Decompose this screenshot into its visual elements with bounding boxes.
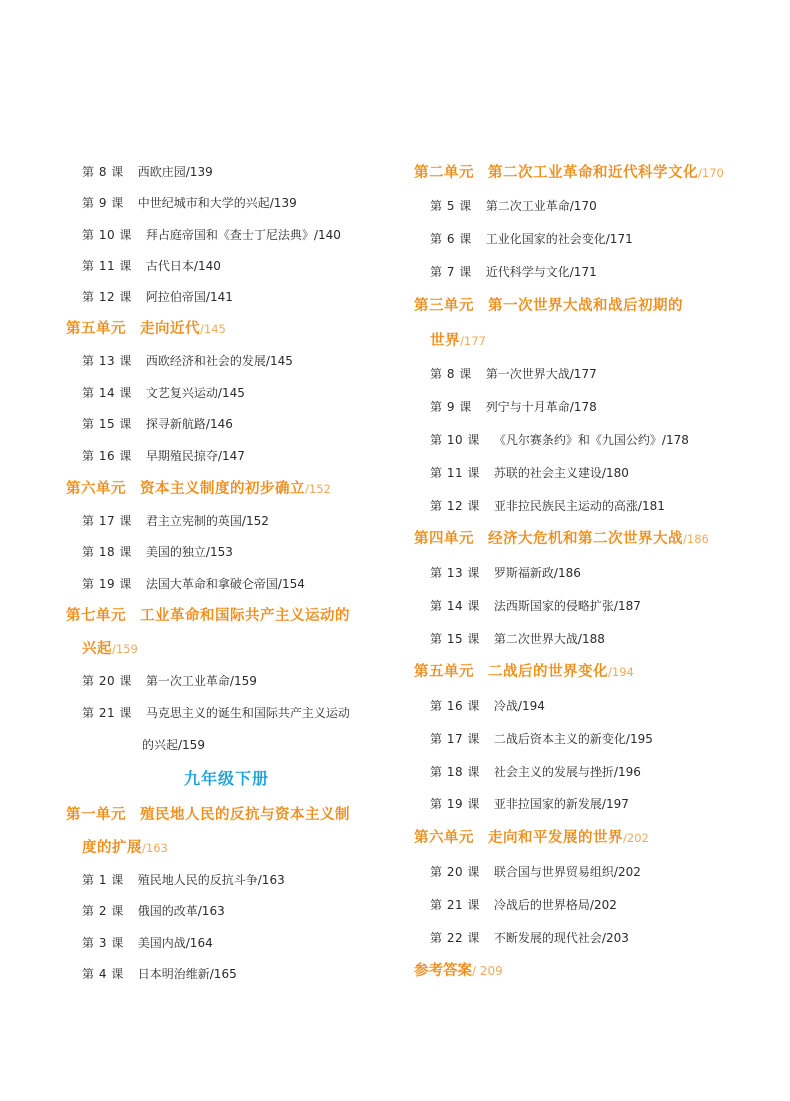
lesson-number: 第 13 课	[82, 354, 132, 368]
lesson-title: 俄国的改革/163	[137, 904, 225, 918]
lesson-title: 苏联的社会主义建设/180	[493, 466, 629, 480]
lesson-number: 第 10 课	[430, 433, 480, 447]
lesson-title: 美国的独立/153	[145, 545, 233, 559]
unit-page: /163	[142, 841, 168, 855]
toc-unit-heading[interactable]	[414, 163, 724, 183]
toc-unit-heading[interactable]	[66, 479, 331, 499]
toc-lesson[interactable]	[82, 289, 233, 305]
answers-page: / 209	[472, 964, 503, 978]
lesson-title: 中世纪城市和大学的兴起/139	[137, 196, 297, 210]
lesson-title-continued: 的兴起/159	[142, 738, 205, 752]
lesson-title: 第二次工业革命/170	[485, 199, 597, 213]
lesson-number: 第 16 课	[430, 699, 480, 713]
toc-lesson[interactable]	[430, 598, 641, 614]
lesson-number: 第 21 课	[82, 706, 132, 720]
unit-page: /177	[460, 334, 486, 348]
toc-lesson[interactable]	[430, 498, 665, 514]
unit-number: 第四单元	[414, 531, 474, 547]
grade-heading: 九年级下册	[184, 769, 270, 788]
lesson-number: 第 15 课	[82, 417, 132, 431]
toc-unit-heading-continued[interactable]	[430, 331, 486, 351]
toc-lesson[interactable]	[82, 385, 245, 401]
toc-lesson[interactable]	[82, 164, 213, 180]
unit-number: 第一单元	[66, 807, 126, 823]
lesson-title: 日本明治维新/165	[137, 967, 237, 981]
unit-page: /145	[200, 322, 226, 336]
lesson-title: 君主立宪制的英国/152	[145, 514, 269, 528]
unit-title: 走向近代	[140, 321, 200, 337]
lesson-number: 第 20 课	[430, 865, 480, 879]
unit-title: 第一次世界大战和战后初期的	[488, 298, 683, 314]
lesson-number: 第 9 课	[430, 400, 472, 414]
toc-lesson[interactable]	[82, 227, 341, 243]
lesson-title: 罗斯福新政/186	[493, 566, 581, 580]
lesson-title: 近代科学与文化/171	[485, 265, 597, 279]
toc-lesson[interactable]	[430, 698, 545, 714]
lesson-number: 第 12 课	[430, 499, 480, 513]
toc-lesson[interactable]	[430, 399, 597, 415]
lesson-title: 探寻新航路/146	[145, 417, 233, 431]
toc-lesson[interactable]	[82, 258, 221, 274]
lesson-title: 工业化国家的社会变化/171	[485, 232, 633, 246]
lesson-number: 第 16 课	[82, 449, 132, 463]
lesson-number: 第 11 课	[82, 259, 132, 273]
lesson-title: 西欧经济和社会的发展/145	[145, 354, 293, 368]
lesson-number: 第 17 课	[82, 514, 132, 528]
lesson-title: 社会主义的发展与挫折/196	[493, 765, 641, 779]
lesson-title: 西欧庄园/139	[137, 165, 213, 179]
toc-unit-heading[interactable]	[414, 662, 634, 682]
lesson-number: 第 8 课	[430, 367, 472, 381]
lesson-number: 第 21 课	[430, 898, 480, 912]
toc-unit-heading[interactable]	[414, 529, 709, 549]
lesson-title: 冷战后的世界格局/202	[493, 898, 617, 912]
toc-unit-heading[interactable]	[414, 828, 649, 848]
toc-lesson[interactable]	[82, 448, 245, 464]
toc-lesson[interactable]	[82, 966, 237, 982]
lesson-number: 第 22 课	[430, 931, 480, 945]
toc-lesson[interactable]	[430, 198, 597, 214]
unit-page: /159	[112, 642, 138, 656]
toc-lesson[interactable]	[82, 872, 285, 888]
lesson-number: 第 14 课	[82, 386, 132, 400]
lesson-title: 马克思主义的诞生和国际共产主义运动	[145, 706, 350, 720]
lesson-title: 列宁与十月革命/178	[485, 400, 597, 414]
toc-lesson[interactable]	[82, 576, 305, 592]
lesson-number: 第 3 课	[82, 936, 124, 950]
lesson-title: 早期殖民掠夺/147	[145, 449, 245, 463]
lesson-title: 第二次世界大战/188	[493, 632, 605, 646]
toc-unit-heading-continued[interactable]	[82, 639, 138, 659]
unit-page: /152	[305, 482, 331, 496]
toc-lesson[interactable]	[430, 231, 633, 247]
unit-page: /194	[608, 665, 634, 679]
toc-lesson[interactable]	[430, 565, 581, 581]
toc-unit-heading[interactable]	[66, 319, 226, 339]
lesson-title: 亚非拉民族民主运动的高涨/181	[493, 499, 665, 513]
unit-title-continued: 兴起	[82, 641, 112, 657]
unit-number: 第六单元	[414, 830, 474, 846]
lesson-number: 第 15 课	[430, 632, 480, 646]
lesson-number: 第 19 课	[430, 797, 480, 811]
unit-number: 第六单元	[66, 481, 126, 497]
lesson-number: 第 2 课	[82, 904, 124, 918]
toc-lesson[interactable]	[82, 416, 233, 432]
unit-title: 工业革命和国际共产主义运动的	[140, 608, 350, 624]
lesson-title: 古代日本/140	[145, 259, 221, 273]
toc-lesson[interactable]	[82, 513, 269, 529]
lesson-number: 第 18 课	[82, 545, 132, 559]
toc-lesson[interactable]	[430, 366, 597, 382]
toc-lesson[interactable]	[430, 432, 689, 448]
lesson-title: 不断发展的现代社会/203	[493, 931, 629, 945]
toc-lesson[interactable]	[430, 897, 617, 913]
lesson-number: 第 1 课	[82, 873, 124, 887]
lesson-title: 联合国与世界贸易组织/202	[493, 865, 641, 879]
lesson-title: 拜占庭帝国和《查士丁尼法典》/140	[145, 228, 341, 242]
toc-lesson[interactable]	[430, 864, 641, 880]
lesson-number: 第 9 课	[82, 196, 124, 210]
lesson-title: 殖民地人民的反抗斗争/163	[137, 873, 285, 887]
toc-lesson[interactable]	[82, 935, 213, 951]
lesson-title: 《凡尔赛条约》和《九国公约》/178	[493, 433, 689, 447]
unit-number: 第五单元	[414, 664, 474, 680]
lesson-number: 第 13 课	[430, 566, 480, 580]
toc-lesson[interactable]	[430, 764, 641, 780]
lesson-number: 第 6 课	[430, 232, 472, 246]
toc-lesson[interactable]	[82, 195, 297, 211]
unit-number: 第三单元	[414, 298, 474, 314]
lesson-number: 第 11 课	[430, 466, 480, 480]
lesson-number: 第 12 课	[82, 290, 132, 304]
unit-page: /170	[698, 166, 724, 180]
toc-unit-heading[interactable]	[414, 296, 683, 316]
lesson-title: 阿拉伯帝国/141	[145, 290, 233, 304]
toc-lesson[interactable]	[82, 903, 225, 919]
unit-number: 第五单元	[66, 321, 126, 337]
lesson-title: 第一次世界大战/177	[485, 367, 597, 381]
lesson-number: 第 8 课	[82, 165, 124, 179]
lesson-title: 第一次工业革命/159	[145, 674, 257, 688]
toc-lesson[interactable]	[430, 264, 597, 280]
lesson-title: 文艺复兴运动/145	[145, 386, 245, 400]
unit-title: 殖民地人民的反抗与资本主义制	[140, 807, 350, 823]
toc-unit-heading[interactable]	[66, 805, 350, 825]
lesson-number: 第 10 课	[82, 228, 132, 242]
unit-title: 走向和平发展的世界	[488, 830, 623, 846]
lesson-number: 第 17 课	[430, 732, 480, 746]
lesson-title: 法国大革命和拿破仑帝国/154	[145, 577, 305, 591]
toc-lesson[interactable]	[430, 796, 629, 812]
unit-title: 经济大危机和第二次世界大战	[488, 531, 683, 547]
lesson-title: 美国内战/164	[137, 936, 213, 950]
lesson-number: 第 20 课	[82, 674, 132, 688]
toc-unit-heading-continued[interactable]	[82, 838, 168, 858]
unit-title: 第二次工业革命和近代科学文化	[488, 165, 698, 181]
lesson-number: 第 18 课	[430, 765, 480, 779]
answers-title: 参考答案	[414, 963, 472, 979]
toc-lesson[interactable]	[82, 705, 350, 721]
toc-lesson[interactable]	[430, 465, 629, 481]
unit-title-continued: 度的扩展	[82, 840, 142, 856]
toc-unit-heading[interactable]	[66, 606, 350, 626]
lesson-number: 第 14 课	[430, 599, 480, 613]
toc-lesson[interactable]	[82, 544, 233, 560]
lesson-title: 亚非拉国家的新发展/197	[493, 797, 629, 811]
toc-lesson[interactable]	[430, 930, 629, 946]
unit-title: 资本主义制度的初步确立	[140, 481, 305, 497]
toc-lesson[interactable]	[430, 631, 605, 647]
lesson-title: 法西斯国家的侵略扩张/187	[493, 599, 641, 613]
unit-page: /186	[683, 532, 709, 546]
lesson-title: 冷战/194	[493, 699, 545, 713]
toc-lesson-continued[interactable]	[142, 737, 205, 753]
unit-number: 第二单元	[414, 165, 474, 181]
lesson-title: 二战后资本主义的新变化/195	[493, 732, 653, 746]
toc-lesson[interactable]	[82, 673, 257, 689]
lesson-number: 第 7 课	[430, 265, 472, 279]
toc-lesson[interactable]	[430, 731, 653, 747]
unit-title-continued: 世界	[430, 333, 460, 349]
answers-heading[interactable]	[414, 961, 503, 981]
unit-number: 第七单元	[66, 608, 126, 624]
toc-lesson[interactable]	[82, 353, 293, 369]
lesson-number: 第 19 课	[82, 577, 132, 591]
unit-page: /202	[623, 831, 649, 845]
lesson-number: 第 5 课	[430, 199, 472, 213]
unit-title: 二战后的世界变化	[488, 664, 608, 680]
lesson-number: 第 4 课	[82, 967, 124, 981]
